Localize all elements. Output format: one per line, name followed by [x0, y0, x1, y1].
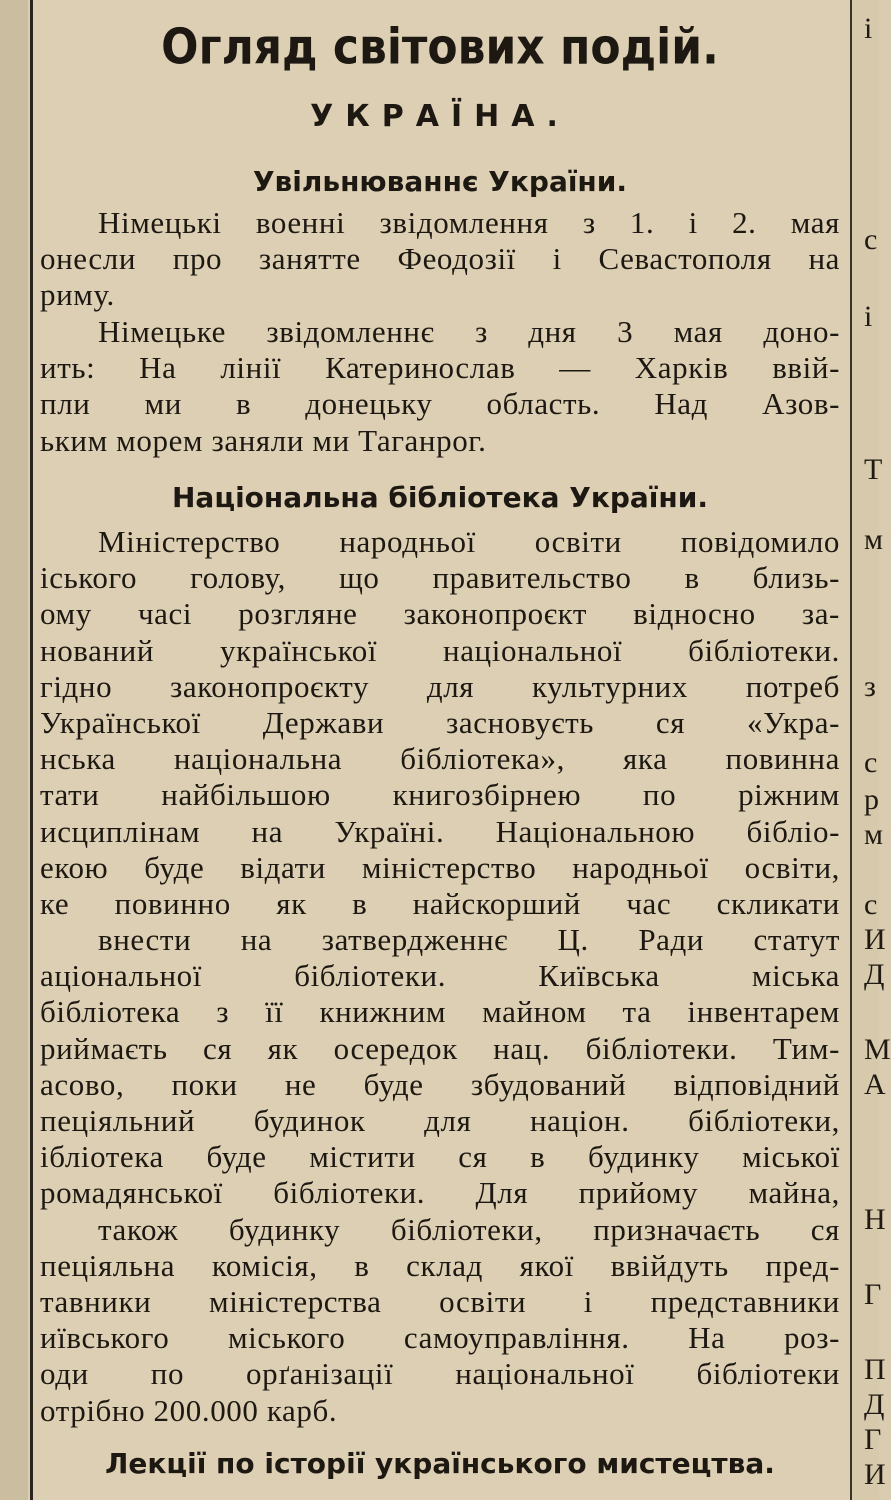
article-paragraph [40, 314, 840, 459]
text-line: ке повинно як в найскорший час скликати [40, 885, 840, 921]
text-line: иївського міського самоуправління. На роз- [40, 1320, 840, 1356]
text-line: іського голову, що правительство в близь- [40, 560, 840, 596]
adjacent-column-letter: с [864, 223, 878, 256]
adjacent-column-letter: Т [864, 453, 883, 486]
page-edge [0, 0, 28, 1500]
text-line: исциплінам на Україні. Національною бібліо- [40, 813, 840, 849]
text-line: ому часі розгляне законопроєкт відносно за- [40, 596, 840, 632]
text-line: ить: На лінії Катеринослав — Харків ввій- [40, 350, 840, 386]
adjacent-column-letter: с [864, 746, 878, 779]
text-line: нська національна бібліотека», яка повинна [40, 741, 840, 777]
adjacent-column-letter: И [864, 923, 886, 956]
text-line: Німецьке звідомленнє з дня 3 мая доно- [98, 314, 840, 349]
adjacent-column-letter: Г [864, 1423, 882, 1456]
adjacent-column-letter: м [864, 523, 883, 556]
adjacent-column [852, 0, 891, 1500]
text-line: Української Держави засновуєть ся «Укра- [40, 704, 840, 740]
text-line: Німецькі военні звідомлення з 1. і 2. мая [98, 205, 840, 240]
adjacent-column-letter: м [864, 818, 883, 851]
article-heading: Національна бібліотека України. [172, 481, 708, 514]
adjacent-column-letter: і [864, 300, 873, 333]
adjacent-column-letter: р [864, 783, 879, 816]
text-line: пеціяльний будинок для націон. бібліотеки, [40, 1103, 840, 1138]
article-heading: Увільнюваннє України. [252, 165, 628, 198]
adjacent-column-letter: А [864, 1068, 886, 1101]
page-title: Огляд світових подій. [161, 18, 719, 76]
text-line: гідно законопроєкту для культурних потреб [40, 668, 840, 704]
text-line: асово, поки не буде збудований відповідний [40, 1066, 840, 1102]
text-line: Міністерство народньої освіти повідомило [98, 524, 840, 559]
text-line: нований української національної бібліотеки. [40, 632, 840, 668]
article-paragraph [40, 524, 840, 1429]
text-line: аціональної бібліотеки. Київська міська [40, 958, 840, 994]
column-rule-left [30, 0, 33, 1500]
article-heading: Лекції по історії українського мистецтва. [105, 1447, 775, 1480]
adjacent-column-letter: И [864, 1458, 886, 1491]
text-line: внести на затвердженнє Ц. Ради статут [98, 922, 840, 958]
section-heading: УКРАЇНА. [310, 99, 570, 134]
text-line: бібліотека з її книжним майном та інвентарем [40, 994, 840, 1030]
text-line: риму. [40, 277, 115, 313]
text-line: риймаєть ся як осередок нац. бібліотеки. Тим- [40, 1030, 840, 1066]
text-line: ромадянської бібліотеки. Для прийому майна, [40, 1175, 840, 1211]
adjacent-column-letter: Д [864, 958, 885, 991]
adjacent-column-letter: з [864, 670, 876, 703]
article-paragraph [40, 205, 840, 314]
text-line: також будинку бібліотеки, призначаєть ся [98, 1211, 840, 1247]
text-line: пли ми в донецьку область. Над Азов- [40, 386, 840, 422]
text-line: ьким морем заняли ми Таганрог. [40, 422, 487, 458]
text-line: ібліотека буде містити ся в будинку міської [40, 1139, 840, 1175]
text-line: тавники міністерства освіти і представники [40, 1283, 840, 1319]
text-line: онесли про занятте Феодозії і Севастополя на [40, 241, 840, 277]
adjacent-column-letter: П [864, 1353, 886, 1386]
adjacent-column-letter: с [864, 888, 878, 921]
text-line: оди по орґанізації національної бібліотеки [40, 1356, 840, 1392]
text-line: отрібно 200.000 карб. [40, 1392, 338, 1428]
text-line: екою буде відати міністерство народньої освіти, [40, 849, 840, 885]
adjacent-column-letter: Г [864, 1278, 882, 1311]
text-line: пеціяльна комісія, в склад якої ввійдуть пред- [40, 1247, 840, 1283]
adjacent-column-letter: М [864, 1033, 891, 1066]
adjacent-column-letter: Д [864, 1388, 885, 1421]
text-line: тати найбільшою книгозбірнею по ріжним [40, 777, 840, 813]
adjacent-column-letter: і [864, 12, 873, 45]
adjacent-column-letter: Н [864, 1203, 886, 1236]
